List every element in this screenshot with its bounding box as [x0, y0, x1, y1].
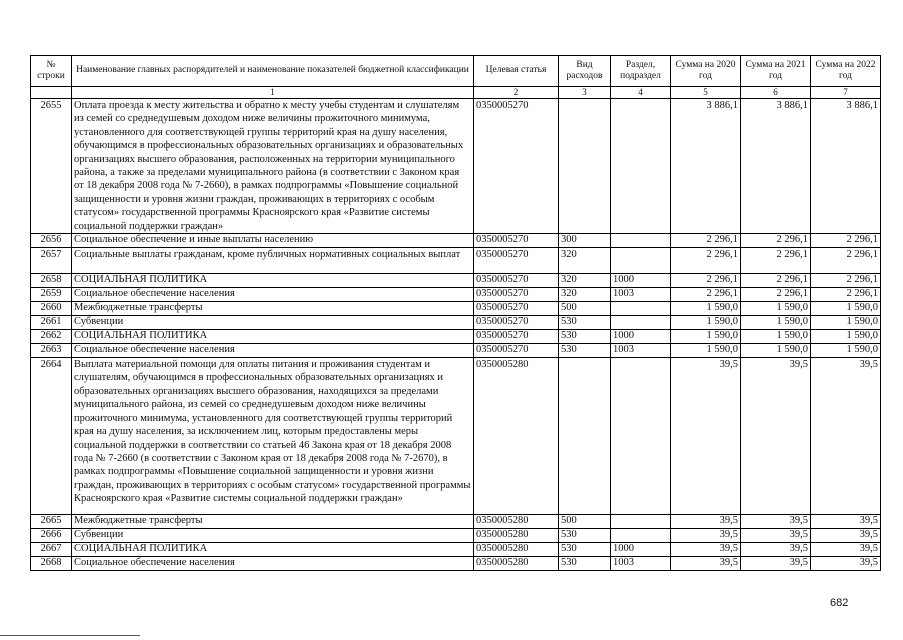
row-sum-2022: 39,5 — [811, 515, 881, 529]
row-section — [611, 248, 671, 274]
row-section — [611, 99, 671, 234]
row-target-article: 0350005270 — [474, 302, 559, 316]
row-sum-2020: 1 590,0 — [671, 316, 741, 330]
row-expense-type: 530 — [559, 557, 611, 571]
row-sum-2020: 39,5 — [671, 515, 741, 529]
header-name: Наименование главных распорядителей и наименование показателей бюджетной классификации — [72, 56, 474, 87]
row-number: 2665 — [31, 515, 72, 529]
row-sum-2020: 39,5 — [671, 358, 741, 515]
budget-table — [30, 55, 881, 571]
table-row — [31, 344, 881, 358]
header-sum-2020: Сумма на 2020 год — [671, 56, 741, 87]
table-row — [31, 358, 881, 515]
row-section: 1003 — [611, 557, 671, 571]
row-sum-2022: 1 590,0 — [811, 316, 881, 330]
row-expense-type: 530 — [559, 344, 611, 358]
row-sum-2022: 1 590,0 — [811, 302, 881, 316]
row-sum-2020: 2 296,1 — [671, 288, 741, 302]
row-sum-2022: 39,5 — [811, 543, 881, 557]
row-sum-2020: 2 296,1 — [671, 248, 741, 274]
row-name: Социальное обеспечение и иные выплаты населению — [72, 234, 474, 248]
row-sum-2022: 39,5 — [811, 557, 881, 571]
row-target-article: 0350005270 — [474, 248, 559, 274]
row-target-article: 0350005270 — [474, 316, 559, 330]
row-target-article: 0350005280 — [474, 515, 559, 529]
table-row — [31, 99, 881, 234]
row-target-article: 0350005270 — [474, 330, 559, 344]
row-name: СОЦИАЛЬНАЯ ПОЛИТИКА — [72, 274, 474, 288]
footer-divider — [0, 635, 140, 636]
row-sum-2020: 2 296,1 — [671, 234, 741, 248]
row-expense-type: 300 — [559, 234, 611, 248]
row-name: Социальное обеспечение населения — [72, 344, 474, 358]
row-section: 1000 — [611, 274, 671, 288]
row-sum-2022: 39,5 — [811, 358, 881, 515]
header-row-number: № строки — [31, 56, 72, 87]
row-sum-2021: 39,5 — [741, 543, 811, 557]
row-sum-2020: 39,5 — [671, 557, 741, 571]
row-section: 1003 — [611, 344, 671, 358]
row-sum-2021: 1 590,0 — [741, 316, 811, 330]
row-sum-2020: 2 296,1 — [671, 274, 741, 288]
row-name: СОЦИАЛЬНАЯ ПОЛИТИКА — [72, 330, 474, 344]
table-row — [31, 248, 881, 274]
row-target-article: 0350005280 — [474, 358, 559, 515]
column-number: 7 — [811, 87, 881, 99]
row-section: 1000 — [611, 543, 671, 557]
row-number: 2655 — [31, 99, 72, 234]
column-number: 2 — [474, 87, 559, 99]
row-sum-2020: 3 886,1 — [671, 99, 741, 234]
row-sum-2022: 39,5 — [811, 529, 881, 543]
row-number: 2666 — [31, 529, 72, 543]
row-name: Социальное обеспечение населения — [72, 557, 474, 571]
table-row — [31, 557, 881, 571]
column-number: 6 — [741, 87, 811, 99]
row-sum-2021: 39,5 — [741, 358, 811, 515]
row-sum-2022: 2 296,1 — [811, 288, 881, 302]
row-number: 2657 — [31, 248, 72, 274]
row-sum-2020: 1 590,0 — [671, 344, 741, 358]
header-expense-type: Вид расходов — [559, 56, 611, 87]
row-expense-type: 530 — [559, 330, 611, 344]
row-sum-2022: 2 296,1 — [811, 274, 881, 288]
header-sum-2022: Сумма на 2022 год — [811, 56, 881, 87]
row-number: 2667 — [31, 543, 72, 557]
row-expense-type: 320 — [559, 274, 611, 288]
column-number-row — [31, 87, 881, 99]
row-sum-2020: 1 590,0 — [671, 330, 741, 344]
row-expense-type: 530 — [559, 543, 611, 557]
row-sum-2020: 39,5 — [671, 529, 741, 543]
row-sum-2020: 1 590,0 — [671, 302, 741, 316]
row-section — [611, 529, 671, 543]
row-number: 2663 — [31, 344, 72, 358]
row-target-article: 0350005270 — [474, 234, 559, 248]
row-sum-2021: 1 590,0 — [741, 344, 811, 358]
column-number: 5 — [671, 87, 741, 99]
table-row — [31, 302, 881, 316]
row-target-article: 0350005270 — [474, 288, 559, 302]
header-sum-2021: Сумма на 2021 год — [741, 56, 811, 87]
row-expense-type: 530 — [559, 529, 611, 543]
column-number: 3 — [559, 87, 611, 99]
row-expense-type: 500 — [559, 302, 611, 316]
row-sum-2020: 39,5 — [671, 543, 741, 557]
row-name: Социальное обеспечение населения — [72, 288, 474, 302]
table-row — [31, 330, 881, 344]
row-sum-2021: 2 296,1 — [741, 234, 811, 248]
row-number: 2661 — [31, 316, 72, 330]
row-name: Субвенции — [72, 316, 474, 330]
row-sum-2022: 3 886,1 — [811, 99, 881, 234]
row-section — [611, 234, 671, 248]
row-number: 2656 — [31, 234, 72, 248]
row-name: Субвенции — [72, 529, 474, 543]
table-row — [31, 543, 881, 557]
row-target-article: 0350005270 — [474, 99, 559, 234]
row-name: Выплата материальной помощи для оплаты питания и проживания студентам и слушателям, обучающимся в профессиональных образовательных организациях и образовательных организациях высшего образования, находящихся за пределами муниципального района, из семей со среднедушевым доходом ниже величины прожиточного минимума, установленного для соответствующей группы территорий края на душу населения, за исключением лиц, которым предоставлены меры социальной поддержки в соответствии со статьей 46 Закона края от 18 декабря 2008 года № 7-2660 (в соответствии с Законом края от 18 декабря 2008 года № 7-2670), в рамках подпрограммы «Повышение социальной защищенности и уровня жизни граждан, проживающих в территориях с особым статусом» государственной программы Красноярского края «Развитие системы социальной поддержки граждан» — [72, 358, 474, 515]
row-section — [611, 515, 671, 529]
row-sum-2021: 1 590,0 — [741, 302, 811, 316]
row-expense-type: 320 — [559, 248, 611, 274]
row-expense-type — [559, 99, 611, 234]
row-target-article: 0350005270 — [474, 274, 559, 288]
row-target-article: 0350005280 — [474, 543, 559, 557]
row-sum-2021: 39,5 — [741, 515, 811, 529]
header-row — [31, 56, 881, 87]
row-sum-2022: 1 590,0 — [811, 330, 881, 344]
row-name: Межбюджетные трансферты — [72, 515, 474, 529]
page-number: 682 — [830, 597, 849, 609]
header-section: Раздел, подраздел — [611, 56, 671, 87]
row-number: 2660 — [31, 302, 72, 316]
row-target-article: 0350005270 — [474, 344, 559, 358]
column-number: 1 — [72, 87, 474, 99]
row-sum-2021: 2 296,1 — [741, 288, 811, 302]
row-sum-2021: 39,5 — [741, 529, 811, 543]
row-sum-2022: 1 590,0 — [811, 344, 881, 358]
row-section: 1000 — [611, 330, 671, 344]
row-expense-type: 530 — [559, 316, 611, 330]
row-name: Межбюджетные трансферты — [72, 302, 474, 316]
row-section — [611, 358, 671, 515]
row-section — [611, 302, 671, 316]
table-row — [31, 316, 881, 330]
row-sum-2021: 39,5 — [741, 557, 811, 571]
table-row — [31, 234, 881, 248]
row-target-article: 0350005280 — [474, 529, 559, 543]
row-sum-2022: 2 296,1 — [811, 248, 881, 274]
row-sum-2022: 2 296,1 — [811, 234, 881, 248]
row-sum-2021: 1 590,0 — [741, 330, 811, 344]
row-number: 2668 — [31, 557, 72, 571]
row-section: 1003 — [611, 288, 671, 302]
row-number: 2664 — [31, 358, 72, 515]
table-row — [31, 274, 881, 288]
row-expense-type: 320 — [559, 288, 611, 302]
table-row — [31, 515, 881, 529]
table-row — [31, 288, 881, 302]
row-sum-2021: 2 296,1 — [741, 274, 811, 288]
row-section — [611, 316, 671, 330]
row-number: 2662 — [31, 330, 72, 344]
header-target-article: Целевая статья — [474, 56, 559, 87]
column-number: 4 — [611, 87, 671, 99]
column-number — [31, 87, 72, 99]
row-sum-2021: 2 296,1 — [741, 248, 811, 274]
row-sum-2021: 3 886,1 — [741, 99, 811, 234]
row-expense-type — [559, 358, 611, 515]
table-row — [31, 529, 881, 543]
row-name: Социальные выплаты гражданам, кроме публичных нормативных социальных выплат — [72, 248, 474, 274]
row-name: СОЦИАЛЬНАЯ ПОЛИТИКА — [72, 543, 474, 557]
row-target-article: 0350005280 — [474, 557, 559, 571]
row-number: 2659 — [31, 288, 72, 302]
row-name: Оплата проезда к месту жительства и обратно к месту учебы студентам и слушателям из семей со среднедушевым доходом ниже величины прожиточного минимума, установленного для соответствующей группы территорий края на душу населения, обучающимся в профессиональных образовательных организациях и образовательных организациях высшего образования, расположенных на территории муниципального района, а также за пределами муниципального района (в соответствии с Законом края от 18 декабря 2008 года № 7-2660), в рамках подпрограммы «Повышение социальной защищенности и уровня жизни граждан, проживающих в территориях с особым статусом» государственной программы Красноярского края «Развитие системы социальной поддержки граждан» — [72, 99, 474, 234]
row-expense-type: 500 — [559, 515, 611, 529]
row-number: 2658 — [31, 274, 72, 288]
